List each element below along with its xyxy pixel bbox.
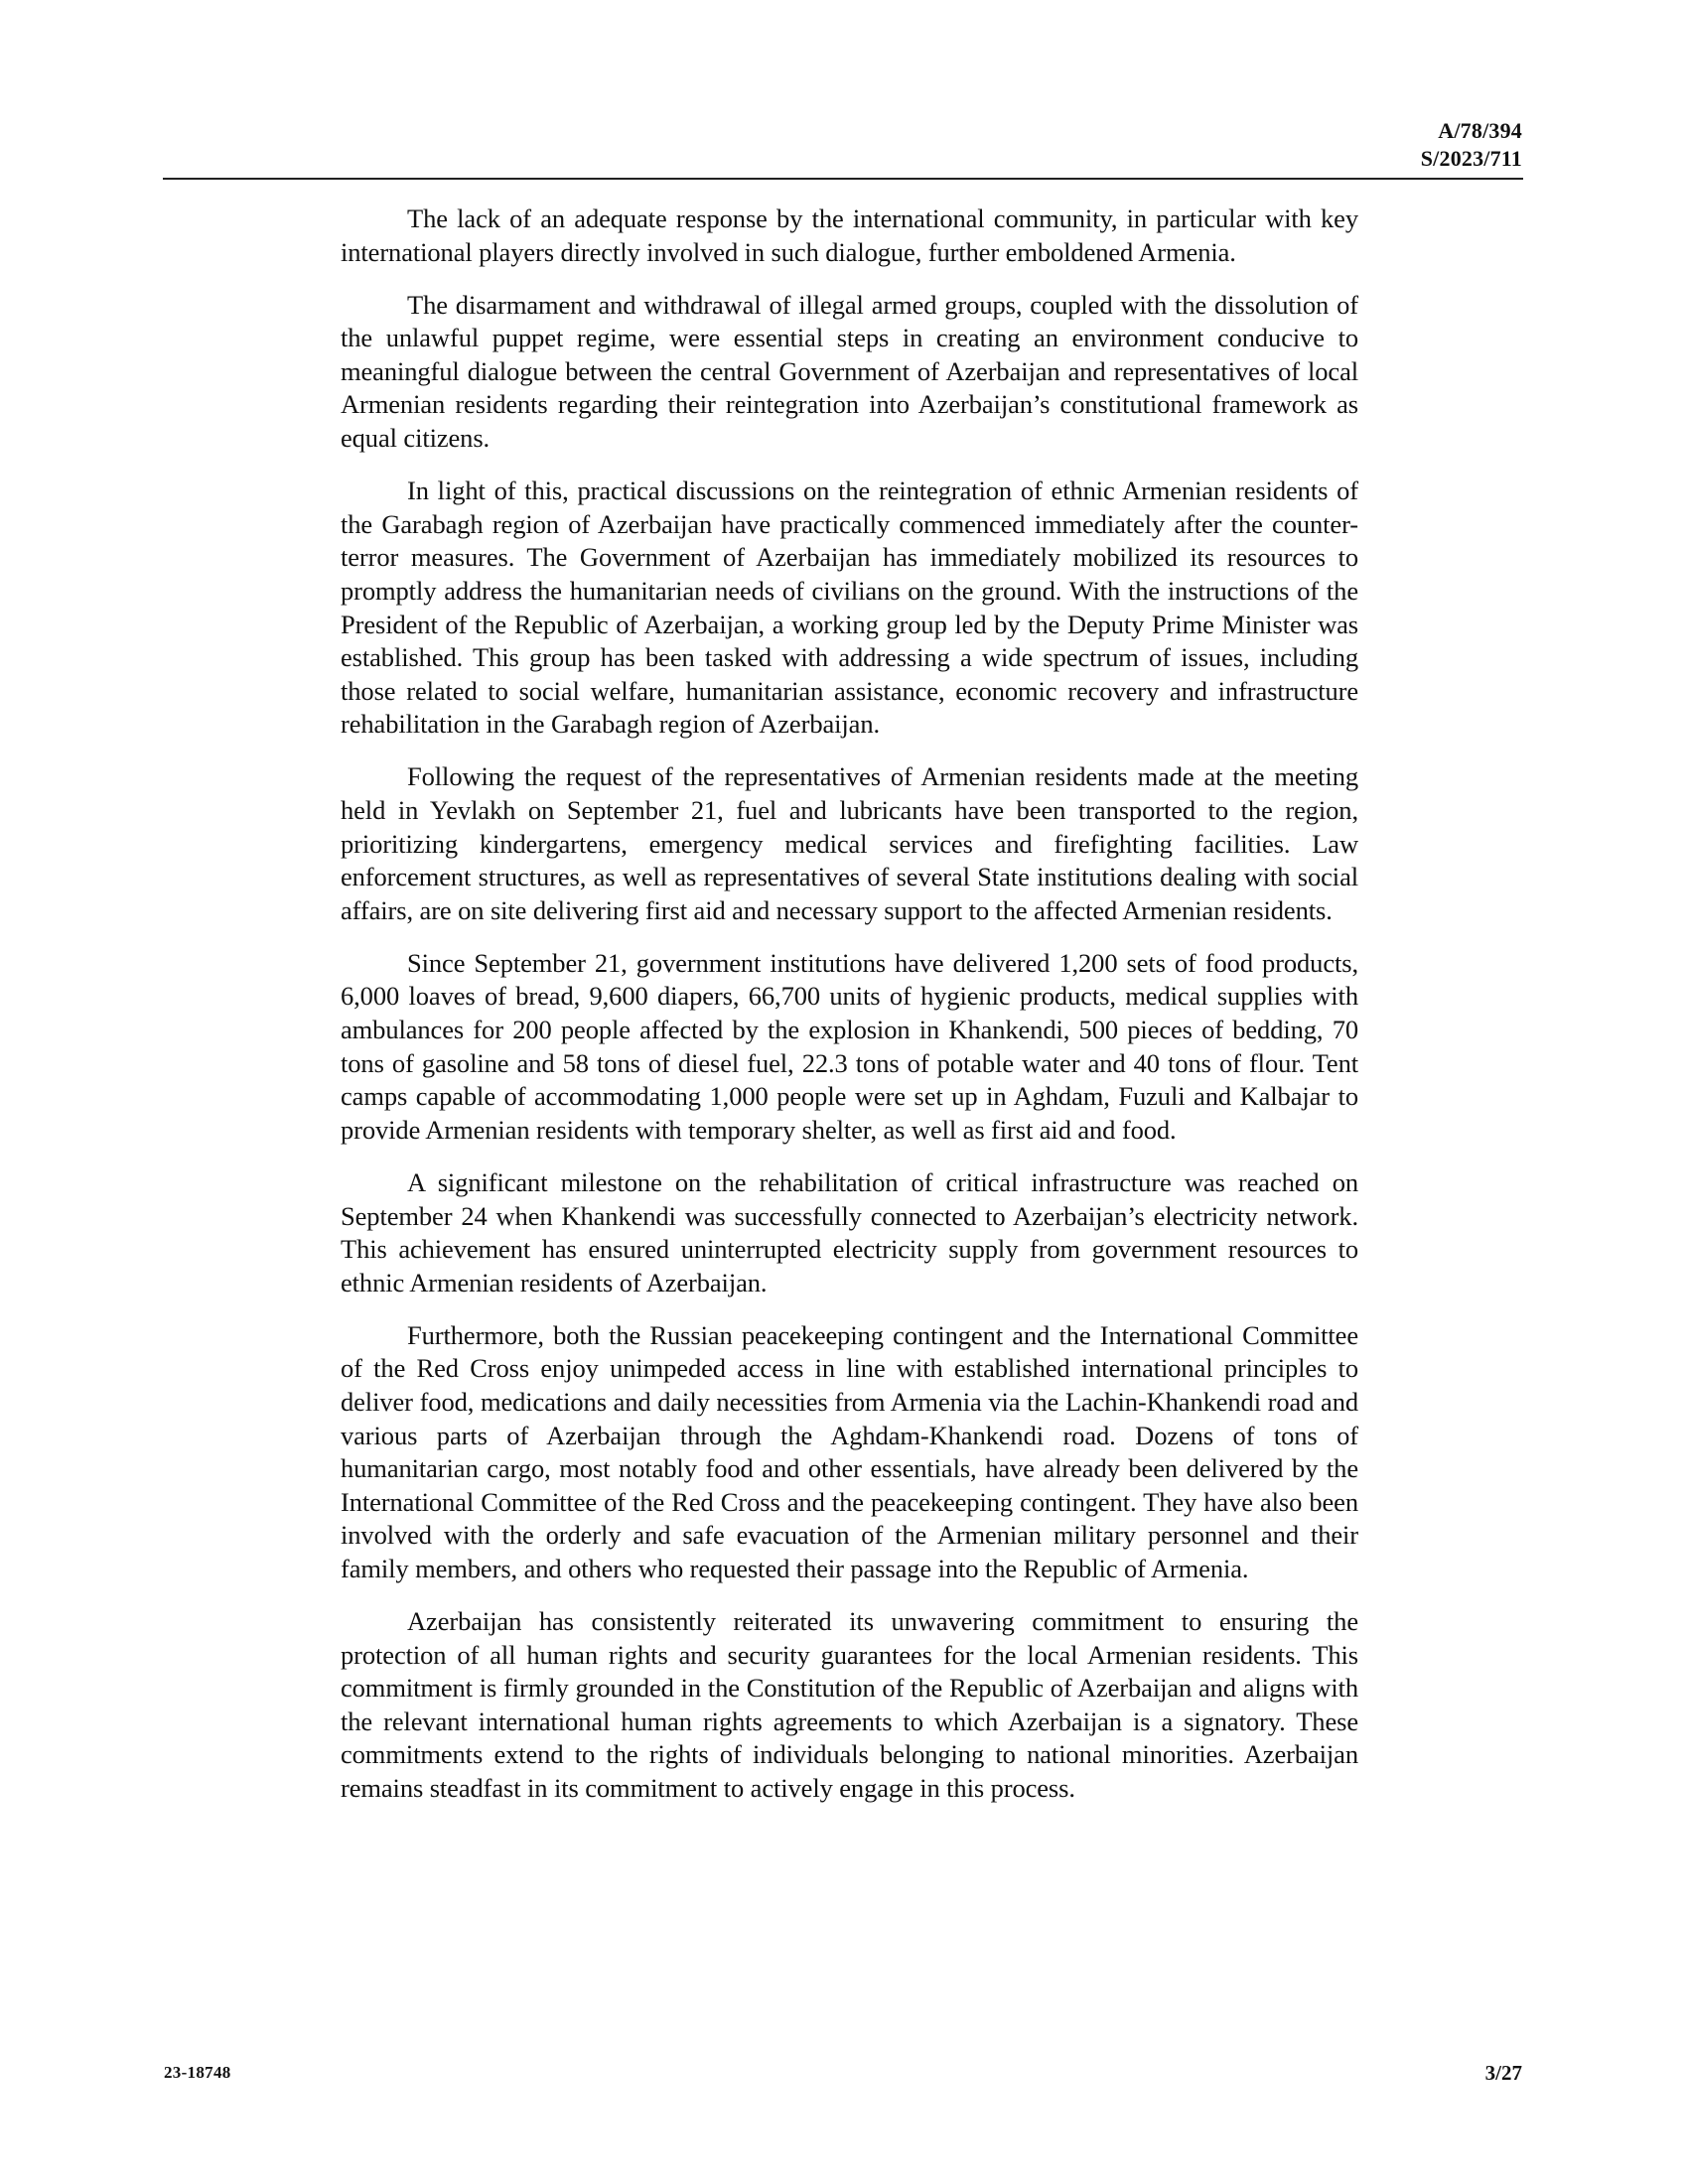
paragraph: Azerbaijan has consistently reiterated its unwavering commitment to ensuring the protection of all human rights and security guarantees for the local Armenian residents. This commitment is firmly grounded in the Constitution of the Republic of Azerbaijan and aligns with the relevant international human rights agreements to which Azerbaijan is a signatory. These commitments extend to the rights of individuals belonging to national minorities. Azerbaijan remains steadfast in its commitment to actively engage in this process. [341,1606,1358,1804]
paragraph: A significant milestone on the rehabilitation of critical infrastructure was reached on September 24 when Khankendi was successfully connected to Azerbaijan’s electricity network. This achievement has ensured uninterrupted electricity supply from government resources to ethnic Armenian residents of Azerbaijan. [341,1166,1358,1297]
paragraph: The disarmament and withdrawal of illegal armed groups, coupled with the dissolution of the unlawful puppet regime, were essential steps in creating an environment conducive to meaningful dialogue between the central Government of Azerbaijan and representatives of local Armenian residents regarding their reintegration into Azerbaijan’s constitutional framework as equal citizens. [341,289,1358,454]
header-divider [163,178,1523,180]
document-symbol-security-council: S/2023/711 [1420,146,1522,171]
paragraph: The lack of an adequate response by the international community, in particular with key international players directly involved in such dialogue, further emboldened Armenia. [341,204,1358,267]
paragraph: Since September 21, government institutions have delivered 1,200 sets of food products, 6,000 loaves of bread, 9,600 diapers, 66,700 units of hygienic products, medical supplies with ambulances for 200 people affected by the explosion in Khankendi, 500 pieces of bedding, 70 tons of gasoline and 58 tons of diesel fuel, 22.3 tons of potable water and 40 tons of flour. Tent camps capable of accommodating 1,000 people were set up in Aghdam, Fuzuli and Kalbajar to provide Armenian residents with temporary shelter, as well as first aid and food. [341,947,1358,1145]
job-number: 23-18748 [164,2063,231,2082]
paragraph: In light of this, practical discussions on the reintegration of ethnic Armenian residents of the Garabagh region of Azerbaijan have practically commenced immediately after the counter-terror measures. The Government of Azerbaijan has immediately mobilized its resources to promptly address the humanitarian needs of civilians on the ground. With the instructions of the President of the Republic of Azerbaijan, a working group led by the Deputy Prime Minister was established. This group has been tasked with addressing a wide spectrum of issues, including those related to social welfare, humanitarian assistance, economic recovery and infrastructure rehabilitation in the Garabagh region of Azerbaijan. [341,476,1358,740]
paragraph: Following the request of the representatives of Armenian residents made at the meeting held in Yevlakh on September 21, fuel and lubricants have been transported to the region, prioritizing kindergartens, emergency medical services and firefighting facilities. Law enforcement structures, as well as representatives of several State institutions dealing with social affairs, are on site delivering first aid and necessary support to the affected Armenian residents. [341,761,1358,925]
document-symbols [1421,117,1522,173]
paragraph: Furthermore, both the Russian peacekeeping contingent and the International Committee of the Red Cross enjoy unimpeded access in line with established international principles to deliver food, medications and daily necessities from Armenia via the Lachin-Khankendi road and various parts of Azerbaijan through the Aghdam-Khankendi road. Dozens of tons of humanitarian cargo, most notably food and other essentials, have already been delivered by the International Committee of the Red Cross and the peacekeeping contingent. They have also been involved with the orderly and safe evacuation of the Armenian military personnel and their family members, and others who requested their passage into the Republic of Armenia. [341,1319,1358,1583]
page-number: 3/27 [1484,2061,1522,2085]
document-body [341,203,1358,1825]
document-symbol-general-assembly: A/78/394 [1438,118,1522,143]
